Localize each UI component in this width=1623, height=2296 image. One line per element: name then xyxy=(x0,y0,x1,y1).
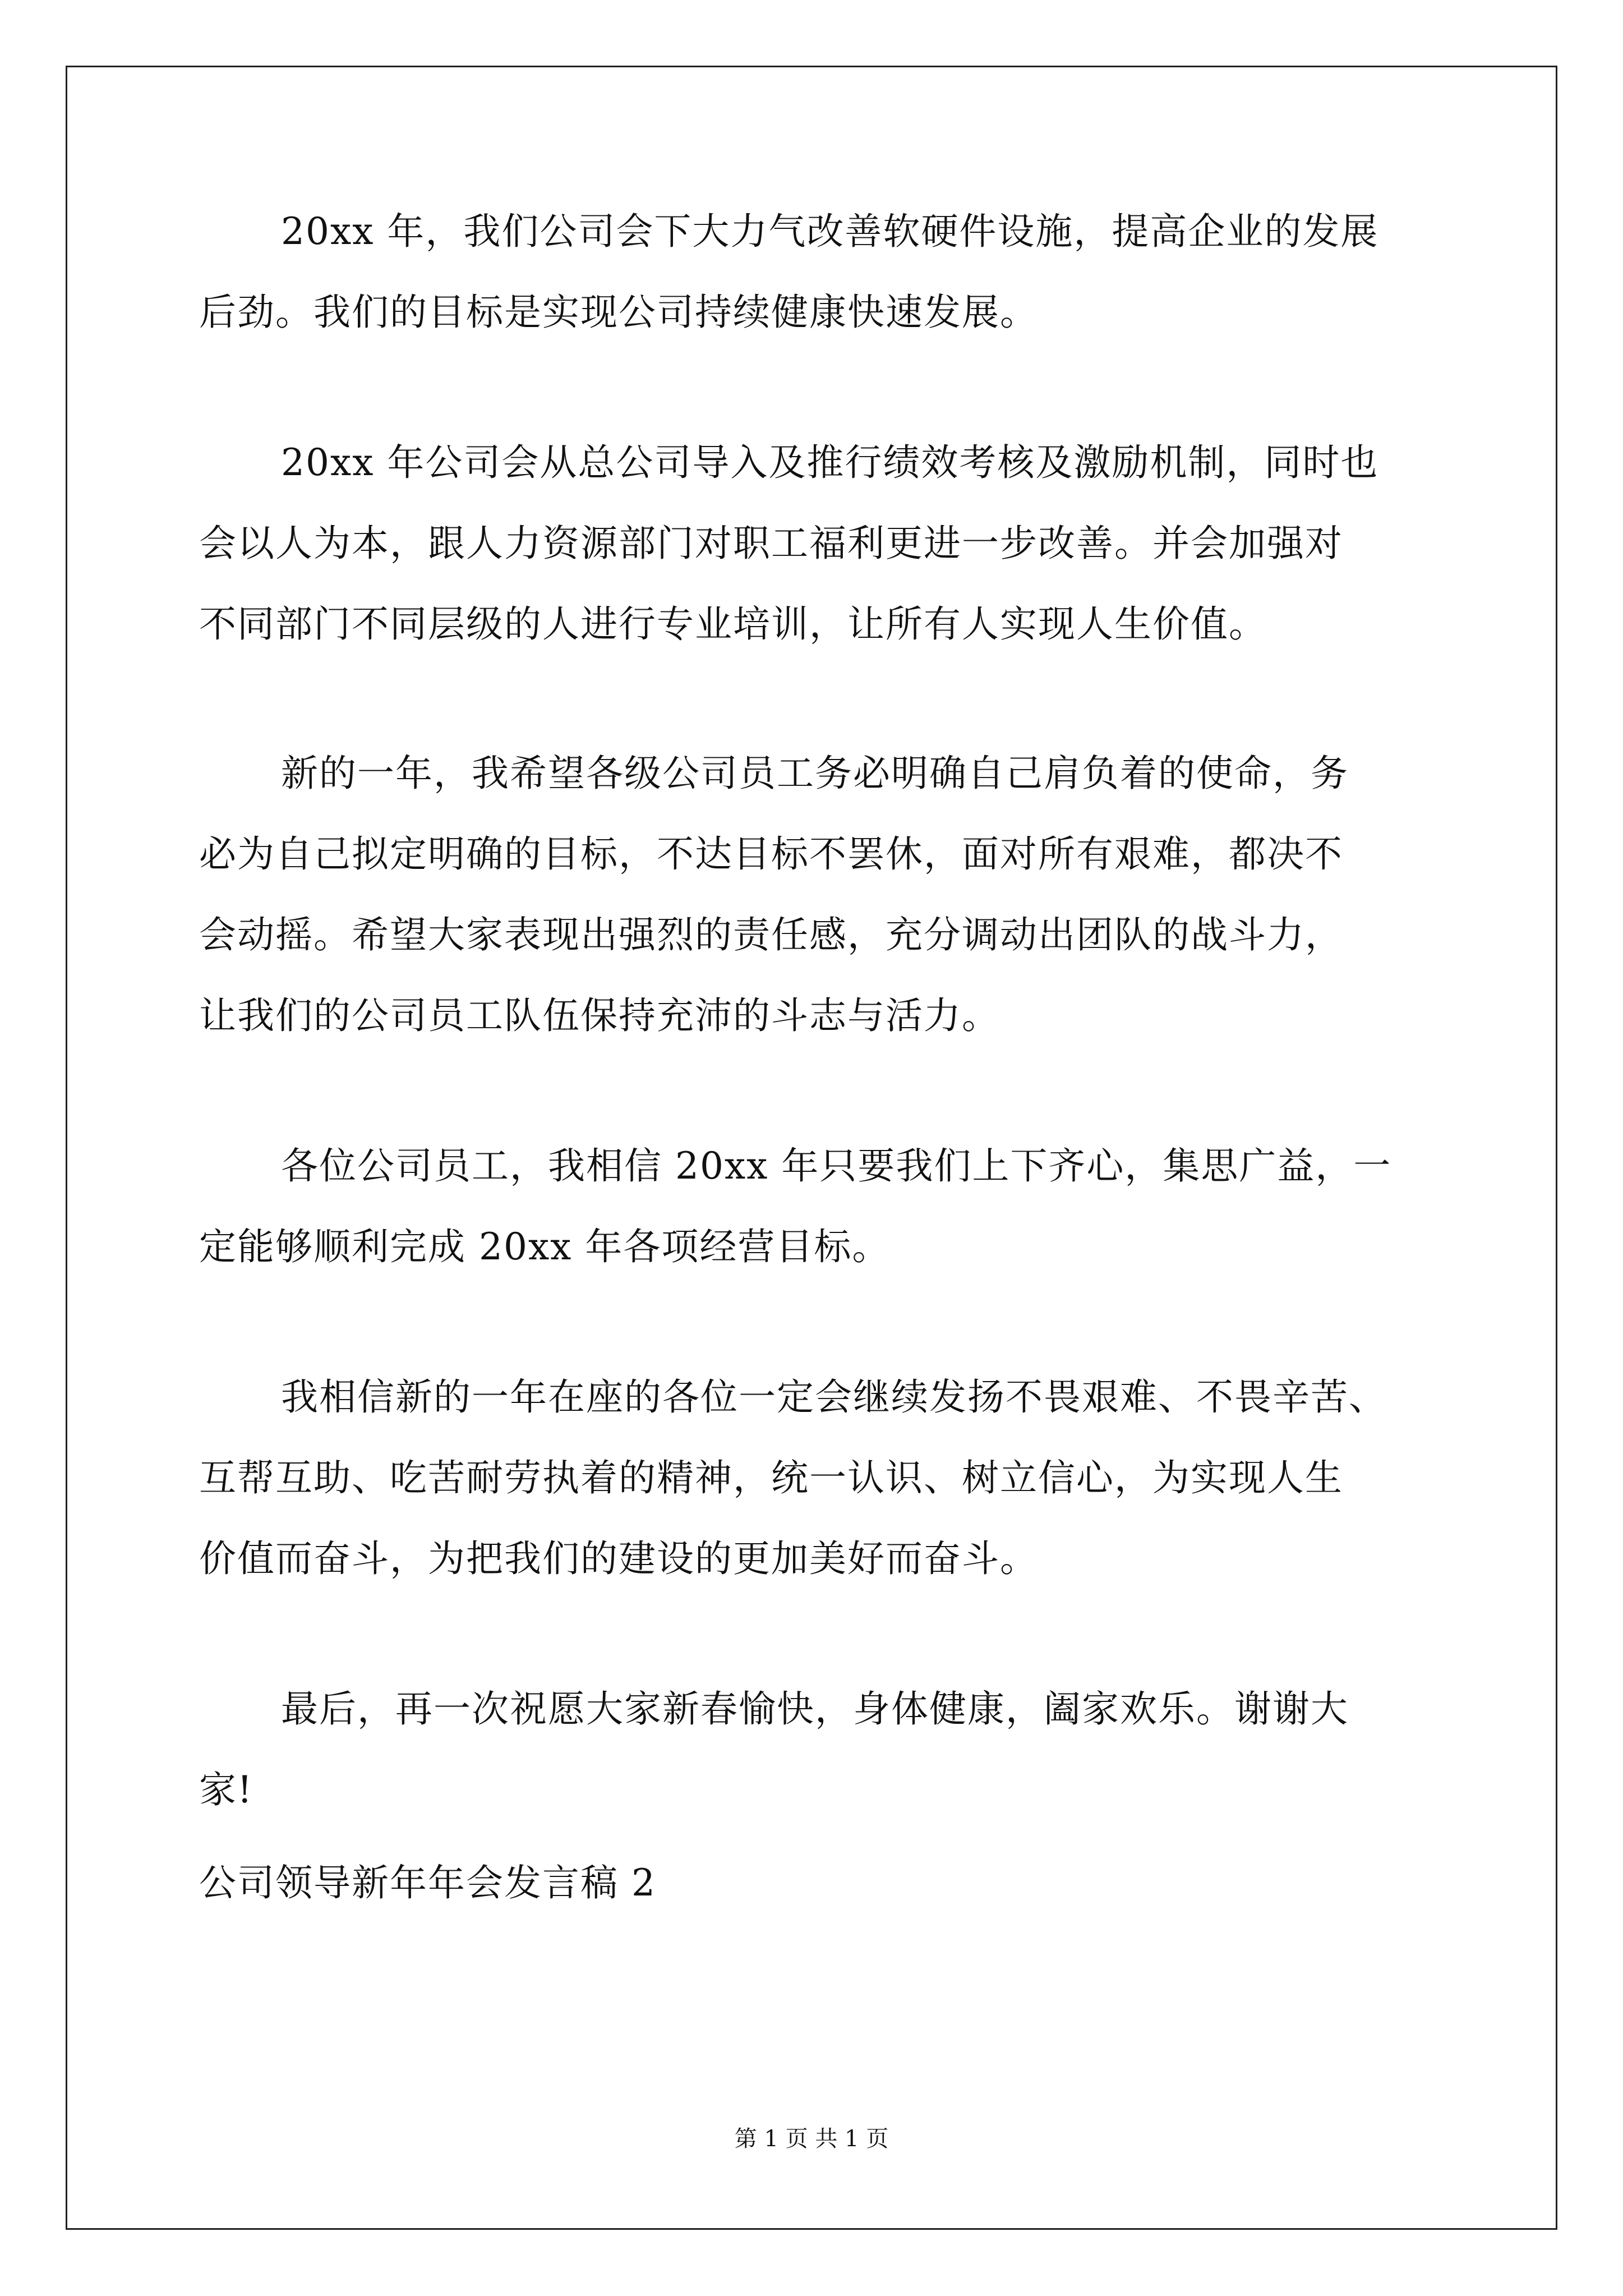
paragraph-4-line-2: 定能够顺利完成 20xx 年各项经营目标。 xyxy=(199,1225,891,1268)
paragraph-4-line-1: 各位公司员工，我相信 20xx 年只要我们上下齐心，集思广益，一 xyxy=(281,1144,1392,1188)
paragraph-3-line-3: 会动摇。希望大家表现出强烈的责任感，充分调动出团队的战斗力， xyxy=(199,913,1343,956)
paragraph-2-line-2: 会以人为本，跟人力资源部门对职工福利更进一步改善。并会加强对 xyxy=(199,522,1343,565)
section-heading: 公司领导新年年会发言稿 2 xyxy=(199,1861,656,1904)
paragraph-2-line-1: 20xx 年公司会从总公司导入及推行绩效考核及激励机制，同时也 xyxy=(281,441,1379,484)
paragraph-5-line-3: 价值而奋斗，为把我们的建设的更加美好而奋斗。 xyxy=(199,1537,1038,1580)
paragraph-2-line-3: 不同部门不同层级的人进行专业培训，让所有人实现人生价值。 xyxy=(199,602,1267,646)
page-footer: 第 1 页 共 1 页 xyxy=(734,2126,889,2152)
paragraph-3-line-4: 让我们的公司员工队伍保持充沛的斗志与活力。 xyxy=(199,994,1000,1037)
paragraph-6-line-1: 最后，再一次祝愿大家新春愉快，身体健康，阖家欢乐。谢谢大 xyxy=(281,1687,1349,1731)
paragraph-5-line-2: 互帮互助、吃苦耐劳执着的精神，统一认识、树立信心，为实现人生 xyxy=(199,1456,1343,1499)
paragraph-5-line-1: 我相信新的一年在座的各位一定会继续发扬不畏艰难、不畏辛苦、 xyxy=(281,1375,1387,1419)
paragraph-3-line-1: 新的一年，我希望各级公司员工务必明确自己肩负着的使命，务 xyxy=(281,752,1349,795)
paragraph-6-line-2: 家! xyxy=(199,1768,253,1811)
paragraph-1-line-2: 后劲。我们的目标是实现公司持续健康快速发展。 xyxy=(199,291,1038,334)
paragraph-3-line-2: 必为自己拟定明确的目标，不达目标不罢休，面对所有艰难，都决不 xyxy=(199,832,1343,876)
paragraph-1-line-1: 20xx 年，我们公司会下大力气改善软硬件设施，提高企业的发展 xyxy=(281,210,1379,253)
